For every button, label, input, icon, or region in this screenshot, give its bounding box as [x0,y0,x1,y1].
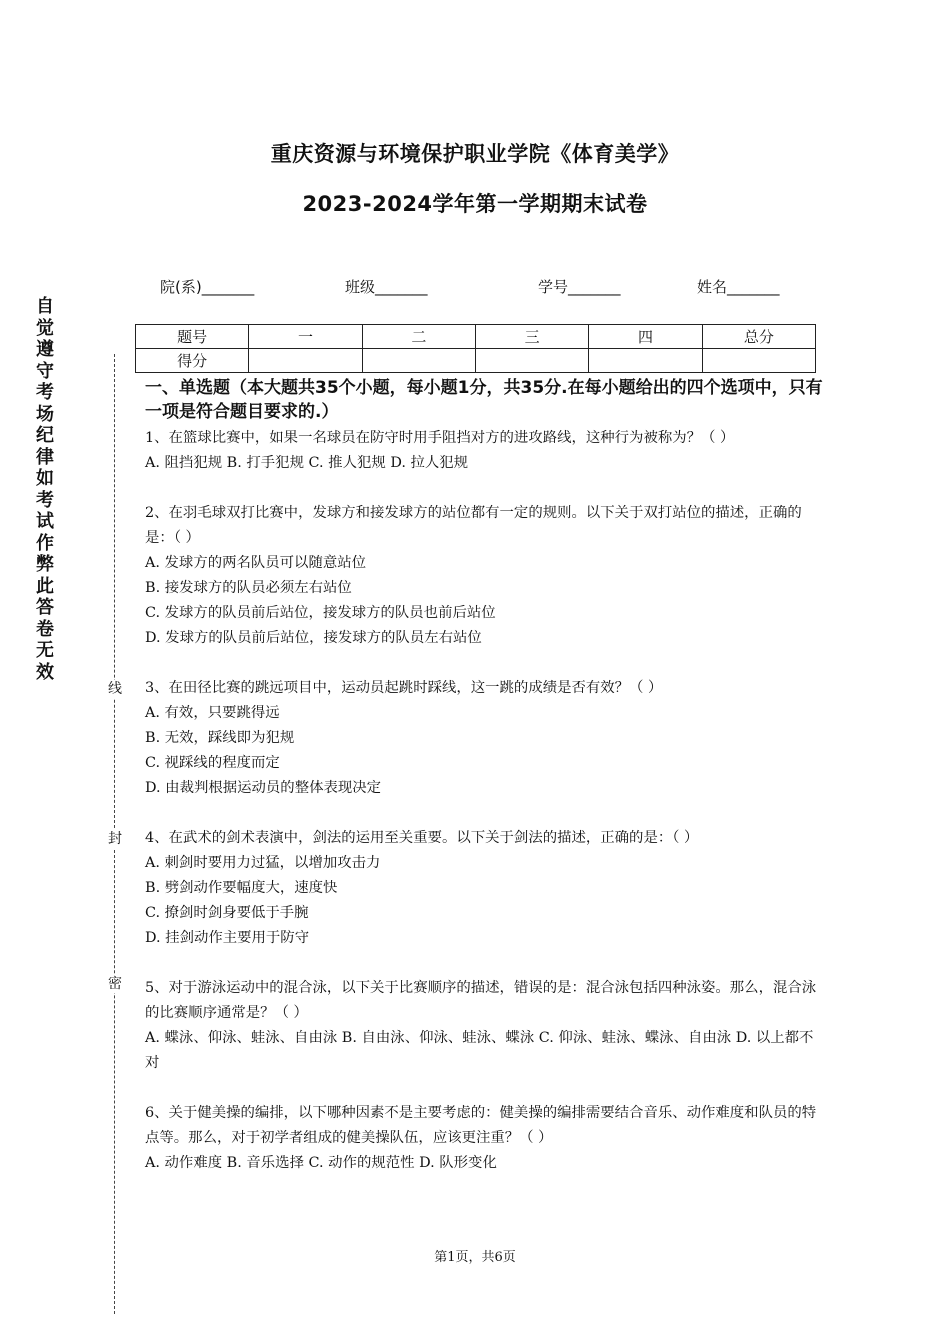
table-cell: 二 [362,325,475,349]
table-cell: 得分 [136,349,249,373]
seal-mark-line: 线 [105,680,125,698]
question-option: B. 劈剑动作要幅度大，速度快 [145,880,338,896]
question-item [145,1101,825,1176]
class-field: 班级_______ [345,278,428,296]
question-option: D. 发球方的队员前后站位，接发球方的队员左右站位 [145,630,482,646]
department-field: 院(系)_______ [160,278,255,296]
table-cell [362,349,475,373]
section-heading: 一、单选题（本大题共35个小题，每小题1分，共35分.在每小题给出的四个选项中，只有一项是符合题目要求的.） [145,378,823,422]
question-options: A. 阻挡犯规 B. 打手犯规 C. 推人犯规 D. 拉人犯规 [145,455,469,471]
page-number: 第1页，共6页 [434,1250,516,1265]
score-table-header-row [136,325,816,349]
table-cell: 总分 [702,325,815,349]
student-id-field: 学号_______ [538,278,621,296]
question-item [145,826,825,951]
table-cell [249,349,362,373]
table-cell [589,349,702,373]
table-cell [702,349,815,373]
question-options: A. 蝶泳、仰泳、蛙泳、自由泳 B. 自由泳、仰泳、蛙泳、蝶泳 C. 仰泳、蛙泳、蝶泳、自由泳 D. 以上都不对 [145,1030,814,1071]
question-option: D. 由裁判根据运动员的整体表现决定 [145,780,382,796]
exam-title-line1: 重庆资源与环境保护职业学院《体育美学》 [270,142,680,166]
question-item [145,501,825,651]
question-option: C. 发球方的队员前后站位，接发球方的队员也前后站位 [145,605,496,621]
exam-discipline-notice: 自觉遵守考场纪律如考试作弊此答卷无效 [36,296,54,683]
table-cell: 题号 [136,325,249,349]
question-option: A. 刺剑时要用力过猛，以增加攻击力 [145,855,381,871]
question-option: B. 无效，踩线即为犯规 [145,730,295,746]
question-stem: 2、在羽毛球双打比赛中，发球方和接发球方的站位都有一定的规则。以下关于双打站位的描述，正确的是：（ ） [145,505,802,546]
question-option: C. 视踩线的程度而定 [145,755,280,771]
question-option: B. 接发球方的队员必须左右站位 [145,580,352,596]
question-option: A. 发球方的两名队员可以随意站位 [145,555,367,571]
table-cell: 四 [589,325,702,349]
question-section [145,376,825,1201]
exam-title-line2: 2023-2024学年第一学期期末试卷 [302,192,648,216]
question-stem: 1、在篮球比赛中，如果一名球员在防守时用手阻挡对方的进攻路线，这种行为被称为？（ ） [145,430,735,446]
question-stem: 6、关于健美操的编排，以下哪种因素不是主要考虑的：健美操的编排需要结合音乐、动作难度和队员的特点等。那么，对于初学者组成的健美操队伍，应该更注重？（ ） [145,1105,817,1146]
table-cell: 三 [475,325,588,349]
seal-mark-seal: 封 [105,830,125,848]
name-field: 姓名_______ [697,278,780,296]
question-option: D. 挂剑动作主要用于防守 [145,930,310,946]
question-option: A. 有效，只要跳得远 [145,705,280,721]
table-cell [475,349,588,373]
score-table [135,324,816,373]
question-stem: 4、在武术的剑术表演中，剑法的运用至关重要。以下关于剑法的描述，正确的是：（ ） [145,830,699,846]
question-item [145,976,825,1076]
question-options: A. 动作难度 B. 音乐选择 C. 动作的规范性 D. 队形变化 [145,1155,497,1171]
question-stem: 5、对于游泳运动中的混合泳，以下关于比赛顺序的描述，错误的是：混合泳包括四种泳姿。那么，混合泳的比赛顺序通常是？（ ） [145,980,817,1021]
question-option: C. 撩剑时剑身要低于手腕 [145,905,309,921]
seal-mark-secret: 密 [105,975,125,993]
student-info-row [160,276,820,300]
question-stem: 3、在田径比赛的跳远项目中，运动员起跳时踩线，这一跳的成绩是否有效？（ ） [145,680,663,696]
question-item [145,426,825,476]
question-item [145,676,825,801]
score-table-score-row [136,349,816,373]
table-cell: 一 [249,325,362,349]
